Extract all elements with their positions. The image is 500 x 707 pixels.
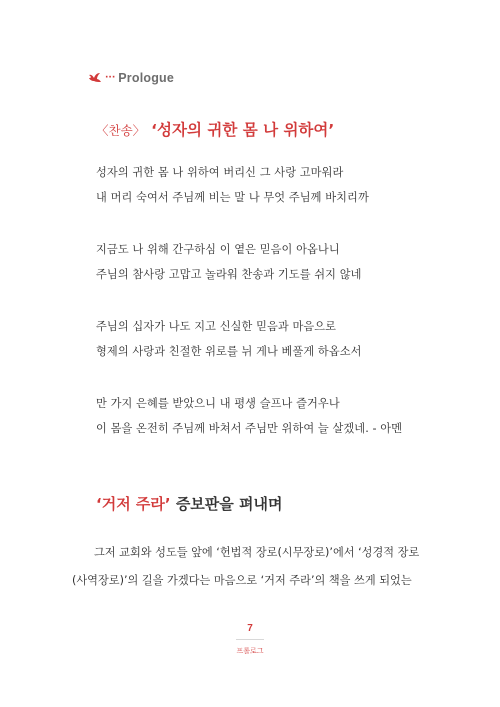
header-label: Prologue [118,71,175,85]
section-title [96,493,282,514]
page-number: 7 [247,623,253,634]
body-paragraph [72,539,432,595]
stanza-2 [96,237,436,287]
lyric-line: 주님의 십자가 나도 지고 신실한 믿음과 마음으로 [96,320,337,333]
section-title-quote: ‘거저 주라’ [96,495,171,513]
footer-divider [236,639,264,640]
hymn-heading [96,118,334,140]
stanza-3 [96,314,436,364]
lyric-line: 이 몸을 온전히 주님께 바쳐서 주님만 위하여 늘 살겠네. - 아멘 [96,422,403,435]
dove-icon [88,72,102,84]
running-footer: 프롤로그 [236,647,264,655]
lyric-line: 성자의 귀한 몸 나 위하여 버리신 그 사랑 고마워라 [96,166,344,179]
lyric-line: 주님의 참사랑 고맙고 놀라워 찬송과 기도를 쉬지 않네 [96,268,362,281]
lyric-line: 만 가지 은혜를 받았으니 내 평생 슬프나 즐거우나 [96,397,340,410]
lyric-line: 형제의 사랑과 친절한 위로를 뉘 게나 베풀게 하옵소서 [96,345,362,358]
section-header [88,71,174,85]
hymn-tag: 〈찬송〉 [96,123,146,138]
lyric-line: 지금도 나 위해 간구하심 이 옅은 믿음이 아옵나니 [96,243,340,256]
lyric-line: 내 머리 숙여서 주님께 비는 말 나 무엇 주님께 바치리까 [96,191,369,204]
paragraph-line: (사역장로)’의 길을 가겠다는 마음으로 ‘거저 주라’의 책을 쓰게 되었는 [72,574,412,587]
header-dots: ··· [105,72,116,83]
section-title-rest: 증보판을 펴내며 [170,495,283,513]
hymn-lyrics [96,160,436,468]
paragraph-line: 그저 교회와 성도들 앞에 ‘헌법적 장로(시무장로)’에서 ‘성경적 장로 [94,546,420,559]
stanza-1 [96,160,436,210]
hymn-title: ‘성자의 귀한 몸 나 위하여’ [151,121,335,139]
stanza-4 [96,391,436,441]
